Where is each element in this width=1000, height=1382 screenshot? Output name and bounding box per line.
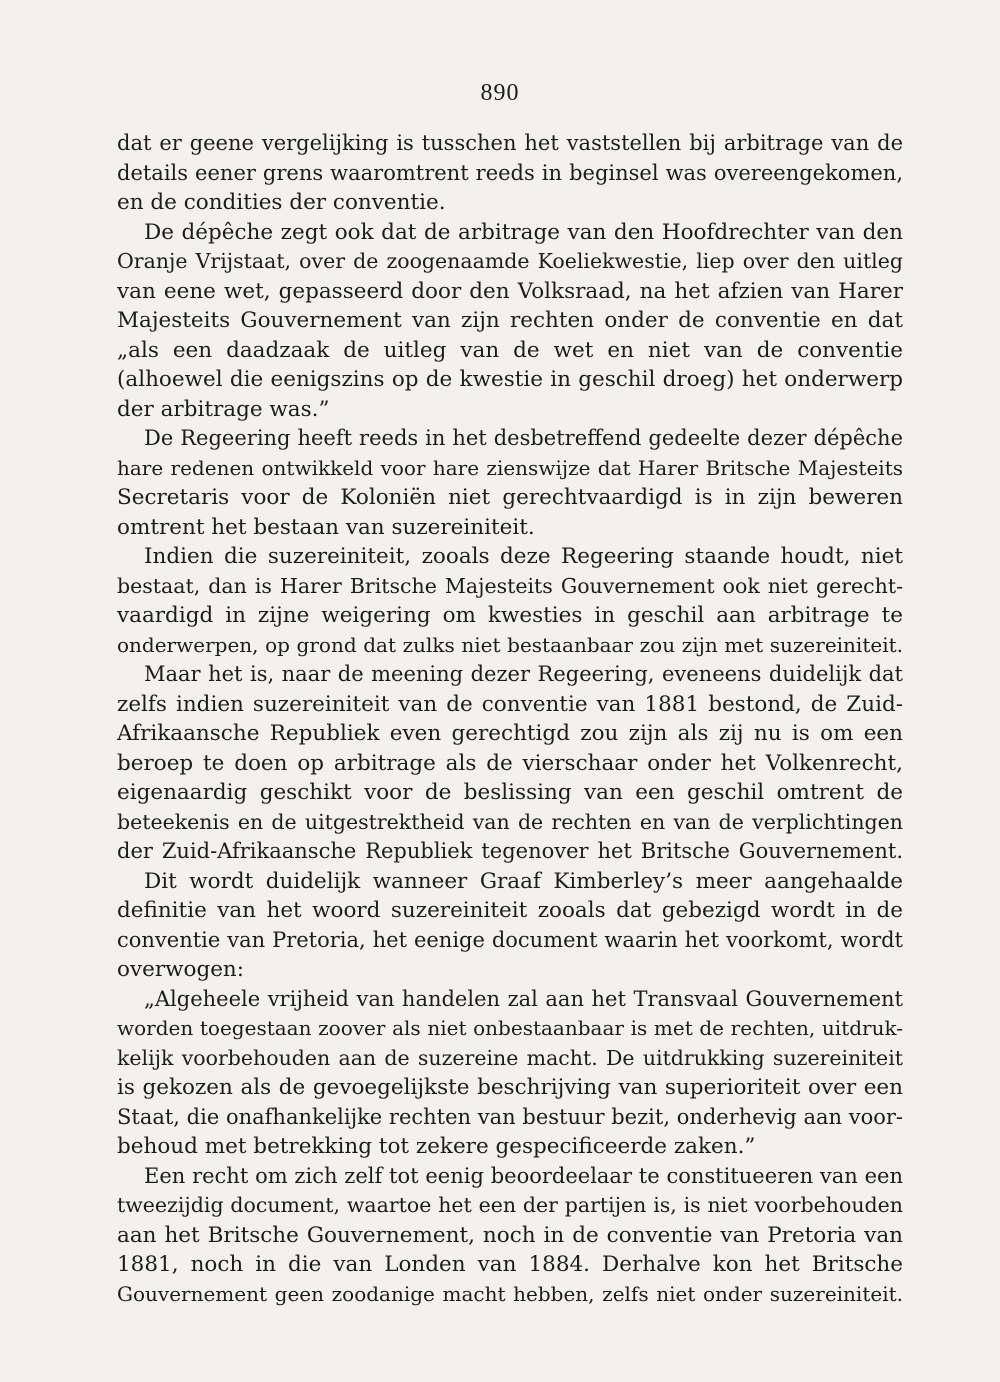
text-line: Staat, die onafhankelijke rechten van bestuur bezit, onderhevig aan voor- [117,1104,903,1129]
text-line: is gekozen als de gevoegelijkste beschrijving van superioriteit over een [117,1075,903,1100]
text-line: (alhoewel die eenigszins op de kwestie in geschil droeg) het onderwerp [117,367,903,392]
text-line: „Algeheele vrijheid van handelen zal aan het Transvaal Gouvernement [144,986,903,1011]
text-line: omtrent het bestaan van suzereiniteit. [117,514,535,540]
text-line: zelfs indien suzereiniteit van de conventie van 1881 bestond, de Zuid- [117,691,903,717]
text-line: beteekenis en de uitgestrektheid van de rechten en van de verplichtingen [117,809,903,834]
text-line: van eene wet, gepasseerd door den Volksraad, na het afzien van Harer [117,278,903,304]
text-line: hare redenen ontwikkeld voor hare zienswijze dat Harer Britsche Majesteits [117,455,903,480]
text-line: conventie van Pretoria, het eenige document waarin het voorkomt, wordt [117,927,903,952]
page-number: 890 [480,80,520,106]
text-line: Majesteits Gouvernement van zijn rechten onder de conventie en dat [117,308,903,333]
text-line: Secretaris voor de Koloniën niet gerechtvaardigd is in zijn beweren [117,485,903,510]
text-line: details eener grens waaromtrent reeds in beginsel was overeengekomen, [117,160,903,185]
text-line: kelijk voorbehouden aan de suzereine macht. De uitdrukking suzereiniteit [117,1045,903,1070]
text-line: der arbitrage was.” [117,396,330,422]
text-line: tweezijdig document, waartoe het een der partijen is, is niet voorbehouden [117,1193,903,1217]
text-line: De dépêche zegt ook dat de arbitrage van den Hoofdrechter van den [144,219,903,245]
text-line: en de condities der conventie. [117,190,446,215]
text-line: vaardigd in zijne weigering om kwesties in geschil aan arbitrage te [117,603,903,628]
text-line: der Zuid-Afrikaansche Republiek tegenover het Britsche Gouvernement. [117,839,903,863]
text-line: „als een daadzaak de uitleg van de wet en niet van de conventie [117,337,903,363]
text-line: bestaat, dan is Harer Britsche Majesteits Gouvernement ook niet gerecht- [117,573,903,598]
text-line: 1881, noch in die van Londen van 1884. Derhalve kon het Britsche [117,1252,903,1277]
text-line: Een recht om zich zelf tot eenig beoordeelaar te constitueeren van een [144,1163,903,1188]
text-line: dat er geene vergelijking is tusschen het vaststellen bij arbitrage van de [117,131,903,155]
body-text [117,129,903,1309]
text-line: Indien die suzereiniteit, zooals deze Regeering staande houdt, niet [144,544,903,569]
text-line: De Regeering heeft reeds in het desbetreffend gedeelte dezer dépêche [144,426,903,450]
text-line: Maar het is, naar de meening dezer Regeering, eveneens duidelijk dat [144,662,903,686]
text-line: onderwerpen, op grond dat zulks niet bestaanbaar zou zijn met suzereiniteit. [117,632,903,657]
text-line: definitie van het woord suzereiniteit zooals dat gebezigd wordt in de [117,898,903,923]
text-line: eigenaardig geschikt voor de beslissing van een geschil omtrent de [117,780,903,805]
text-line: beroep te doen op arbitrage als de vierschaar onder het Volkenrecht, [117,750,903,776]
text-line: Afrikaansche Republiek even gerechtigd zou zijn als zij nu is om een [117,721,903,746]
text-line: Gouvernement geen zoodanige macht hebben, zelfs niet onder suzereiniteit. [117,1281,903,1306]
text-line: Oranje Vrijstaat, over de zoogenaamde Koeliekwestie, liep over den uitleg [117,249,903,273]
text-line: Dit wordt duidelijk wanneer Graaf Kimberley’s meer aangehaalde [144,868,903,894]
text-line: worden toegestaan zoover als niet onbestaanbaar is met de rechten, uitdruk- [117,1016,903,1040]
text-line: aan het Britsche Gouvernement, noch in de conventie van Pretoria van [117,1222,903,1248]
text-line: behoud met betrekking tot zekere gespecificeerde zaken.” [117,1134,756,1159]
text-line: overwogen: [117,957,245,982]
